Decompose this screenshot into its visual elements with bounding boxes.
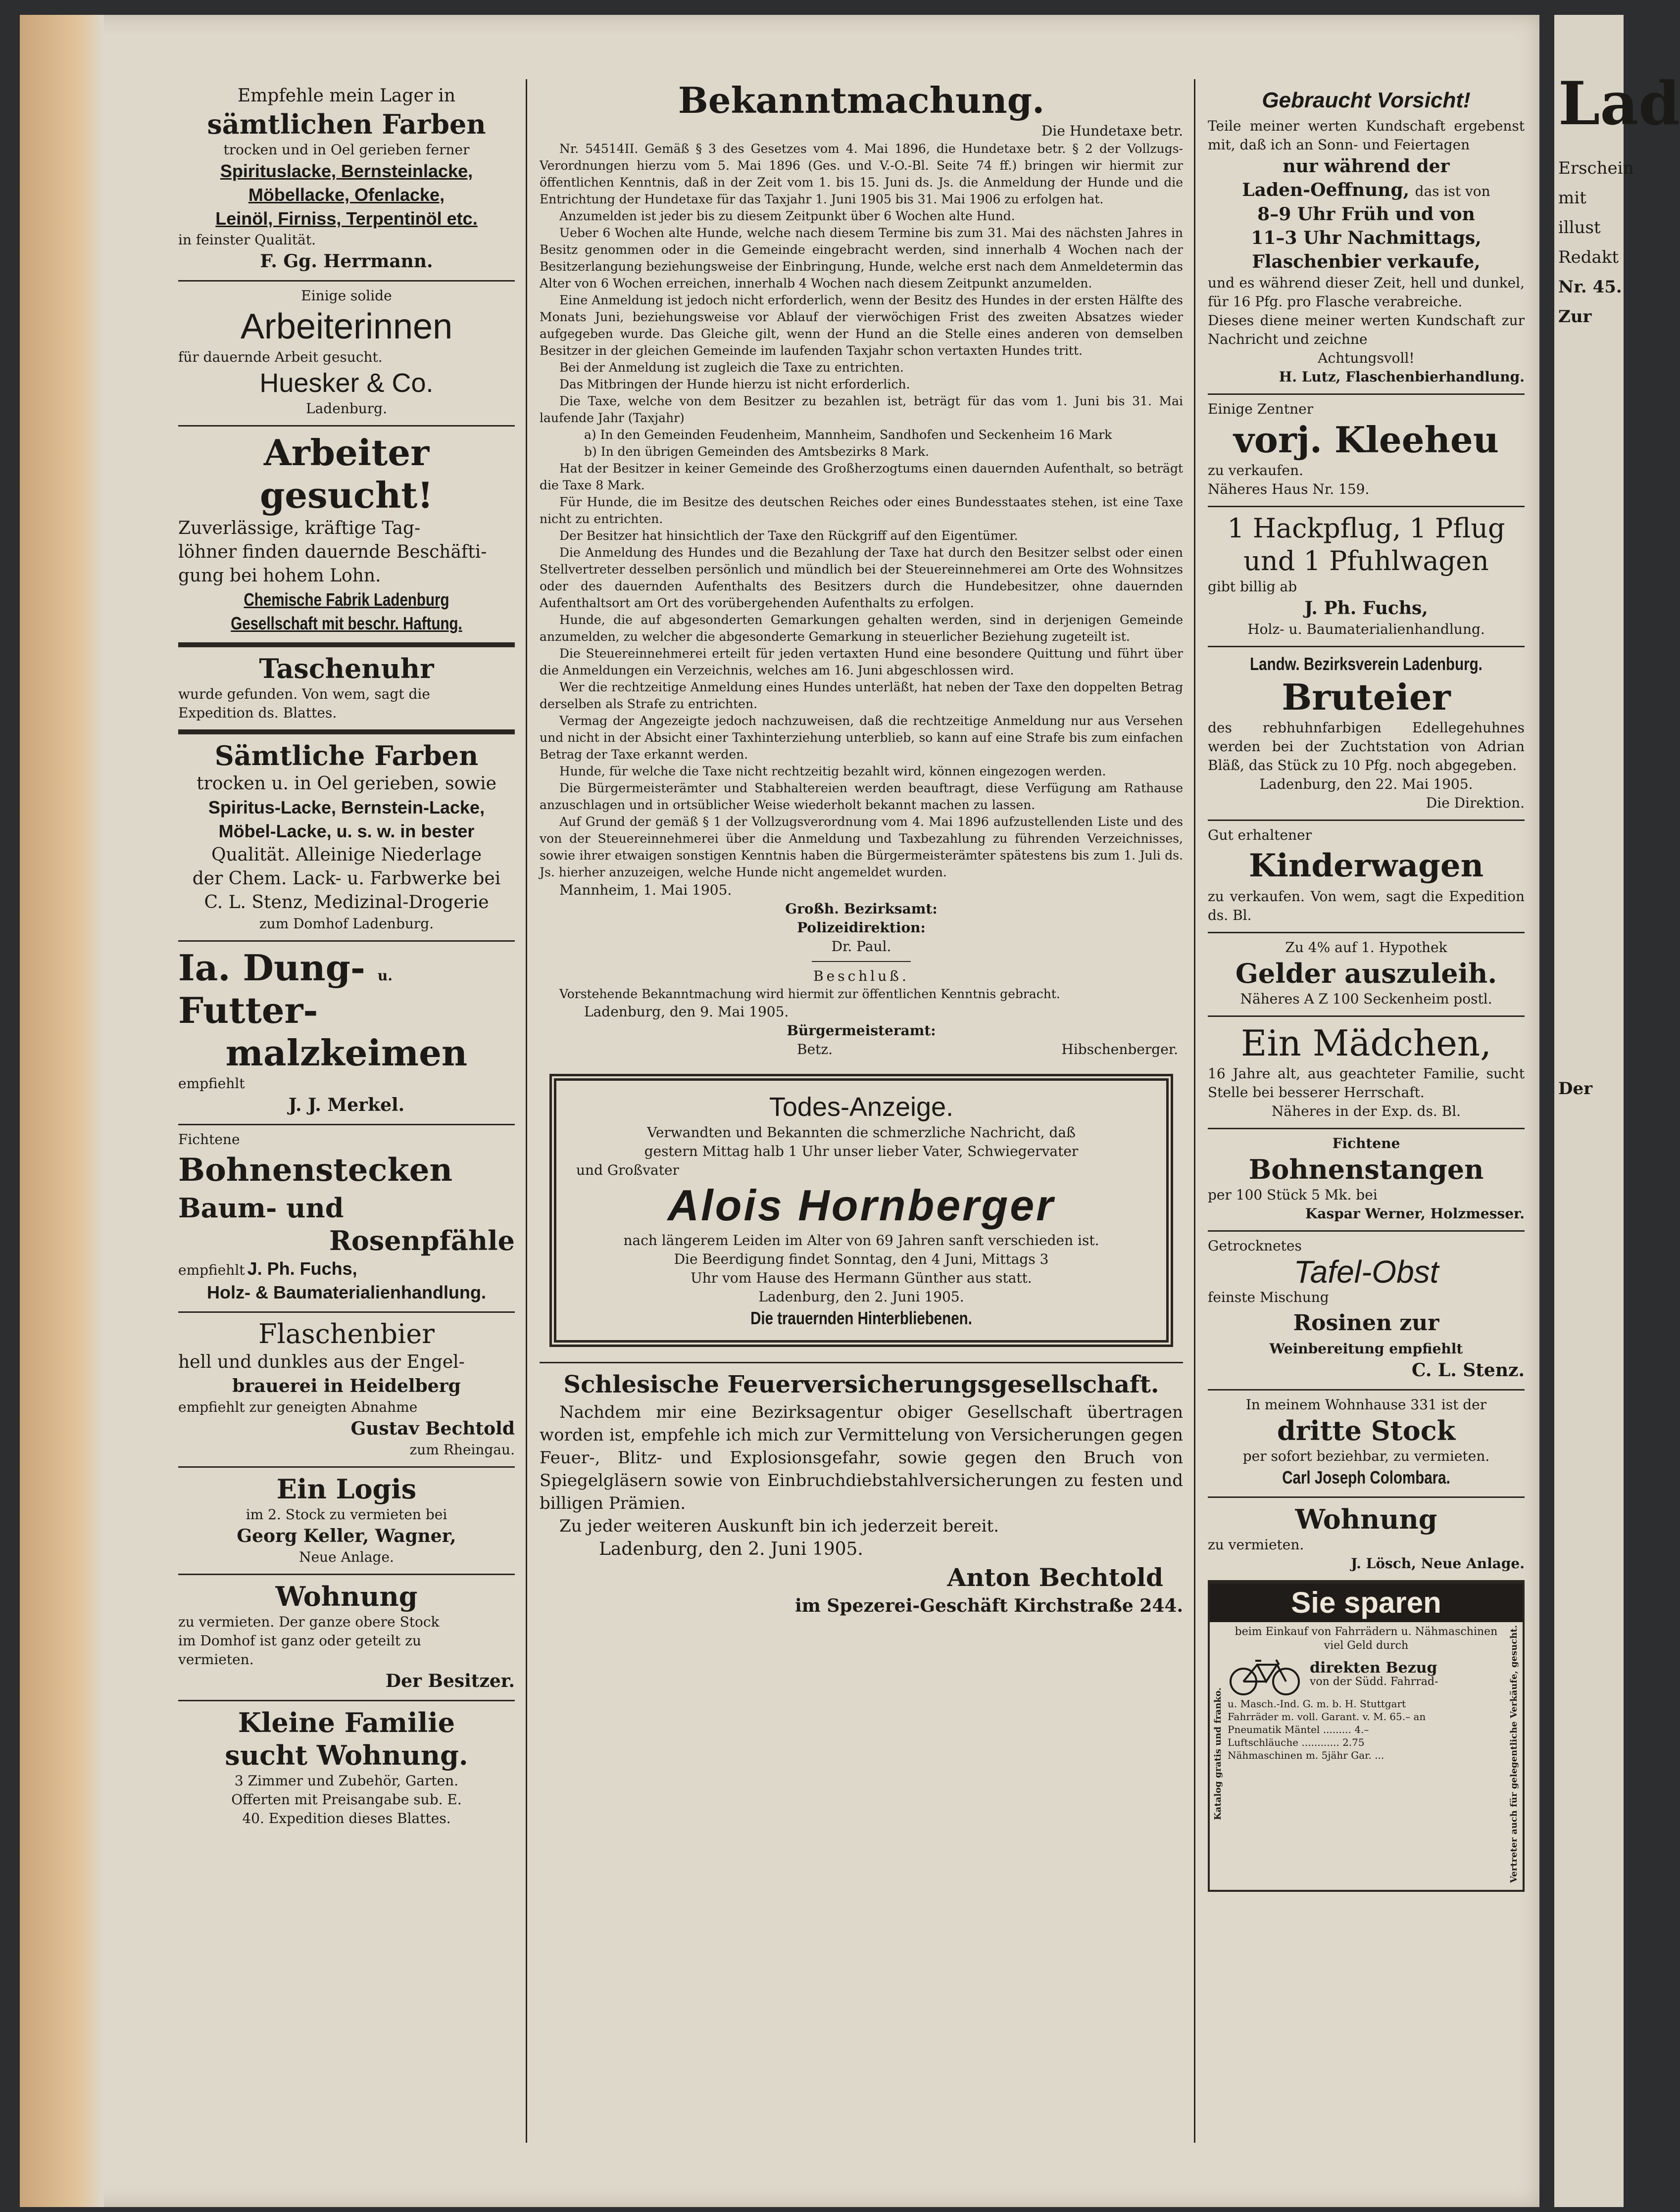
ad-kleine-familie: Kleine Familie sucht Wohnung. 3 Zimmer und Zubehör, Garten. Offerten mit Preisangabe sub. E. 40. Expedition dieses Blattes. (225, 1707, 468, 1827)
ad-gelder: Zu 4% auf 1. Hypothek Gelder auszuleih. Näheres A Z 100 Seckenheim postl. (1208, 933, 1525, 1017)
ad-kinderwagen: Gut erhaltener Kinderwagen zu verkaufen. Von wem, sagt die Expedition ds. Bl. (1208, 821, 1525, 933)
ad-bruteier: Landw. Bezirksverein Ladenburg. Bruteier des rebhuhnfarbigen Edellegehuhnes werden bei der Zuchtstation von Adrian Bläß, das Stück zu 10 Pfg. noch abgegeben. Ladenburg, den 22. Mai 1905. Die Direktion. (1208, 647, 1525, 821)
ad-lutz-flaschenbier: Gebraucht Vorsicht! Teile meiner werten Kundschaft ergebenst mit, daß ich an Sonn- und Feiertagen nur während der Laden-Oeffnung, das ist von 8–9 Uhr Früh und von 11–3 Uhr Nachmittags, Flaschenbier verkaufe, und es während dieser Zeit, hell und dunkel, für 16 Pfg. pro Flasche verabreiche. Dieses diene meiner werten Kundschaft zur Nachricht und zeichne Achtungsvoll! H. Lutz, Flaschenbierhandlung. (1208, 79, 1525, 395)
todes-anzeige: Todes-Anzeige. Verwandten und Bekannten die schmerzliche Nachricht, daß gestern Mittag halb 1 Uhr unser lieber Vater, Schwiegervater und Großvater Alois Hornberger nach längerem Leiden im Alter von 69 Jahren sanft verschieden ist. Die Beerdigung findet Sonntag, den 4 Juni, Mittags 3 Uhr vom Hause des Hermann Günther aus statt. Ladenburg, den 2. Juni 1905. Die trauernden Hinterbliebenen. (549, 1074, 1173, 1347)
ad-flaschenbier: Flaschenbier hell und dunkles aus der Engel- brauerei in Heidelberg empfiehlt zur geneigten Abnahme Gustav Bechtold zum Rheingau. (178, 1313, 515, 1468)
ad-wohnung-domhof: Wohnung zu vermieten. Der ganze obere Stock im Domhof ist ganz oder geteilt zu vermieten. Der Besitzer. (178, 1575, 515, 1701)
column-rule (526, 79, 527, 2143)
ad-arbeiterinnen: Einige solide Arbeiterinnen für dauernde Arbeit gesucht. Huesker & Co. Ladenburg. (178, 282, 515, 427)
deceased-name: Alois Hornberger (667, 1181, 1055, 1230)
center-column (540, 79, 1183, 1618)
ad-kleeheu: Einige Zentner vorj. Kleeheu zu verkaufen. Näheres Haus Nr. 159. (1208, 395, 1525, 507)
right-column (1208, 79, 1525, 1892)
ad-dritter-stock: In meinem Wohnhause 331 ist der dritte Stock per sofort beziehbar, zu vermieten. Carl Joseph Colombara. (1208, 1391, 1525, 1498)
ad-schlesische: Schlesische Feuerversicherungsgesellschaft. Nachdem mir eine Bezirksagentur obiger Gesellschaft übertragen worden ist, empfehle ich mich zur Vermittelung von Versicherungen gegen Feuer-, Blitz- und Explosionsgefahr, sowie gegen den Bruch von Spiegelgläsern sowie von Einbruchdiebstahlversicherungen zu festen und billigen Prämien. Zu jeder weiteren Auskunft bin ich jederzeit bereit. Ladenburg, den 2. Juni 1905. Anton Bechtold im Spezerei-Geschäft Kirchstraße 244. (540, 1362, 1183, 1618)
ad-maedchen: Ein Mädchen, 16 Jahre alt, aus geachteter Familie, sucht Stelle bei besserer Herrschaft. Näheres in der Exp. ds. Bl. (1208, 1017, 1525, 1129)
ad-bohnenstangen: Fichtene Bohnenstangen per 100 Stück 5 Mk. bei Kaspar Werner, Holzmesser. (1208, 1129, 1525, 1232)
column-rule (1194, 79, 1195, 2143)
ad-arbeiter-gesucht: Arbeiter gesucht! Zuverlässige, kräftige Tag- löhner finden dauernde Beschäfti- gung bei hohem Lohn. Chemische Fabrik Ladenburg Gesellschaft mit beschr. Haftung. (178, 427, 515, 647)
ad-sie-sparen: Sie sparen Katalog gratis und franko. beim Einkauf von Fahrrädern u. Nähmaschinen viel Geld durch direkten Bezug von der Südd. Fahrrad- u. Masch.-Ind. G. m. b. H. Stuttgart Fahrräder m. voll. Garant. v. M. 65.– an Pneumatik Mäntel ......... 4.– Luftschläuche ............ 2.75 Nähmaschinen m. 5jähr Gar. ... Vertreter auch für gelegentliche Verkäufe, gesucht. (1208, 1582, 1525, 1892)
bekanntmachung: Bekanntmachung. Die Hundetaxe betr. Nr. 54514II. Gemäß § 3 des Gesetzes vom 4. Mai 1896, die Hundetaxe betr. § 2 der Vollzugs-Verordnungen hierzu vom 5. Mai 1896 (Ges. und V.-O.-Bl. Seite 74 ff.) bringen wir hiermit zur öffentlichen Kenntnis, daß in der Zeit vom 1. bis 15. Juni ds. Js. die Anmeldung der Hunde und die Entrichtung der Hundetaxe für das Taxjahr 1. Juni 1905 bis 31. Mai 1906 zu erfolgen hat. Anzumelden ist jeder bis zu diesem Zeitpunkt über 6 Wochen alte Hund. Ueber 6 Wochen alte Hunde, welche nach diesem Termine bis zum 31. Mai des nächsten Jahres in Besitz genommen oder in die Gemeinde eingebracht werden, sind innerhalb 4 Wochen nach der Besitzerlangung beziehungsweise der Einbringung, Hunde, welche erst nach dem Anmeldetermin das Alter von 6 Wochen erreichen, innerhalb 4 Wochen nach diesem Zeitpunkt anzumelden. Eine Anmeldung ist jedoch nicht erforderlich, wenn der Besitz des Hundes in der ersten Hälfte des Monats Juni, beziehungsweise vor Ablauf der vierwöchigen Frist des zweiten Absatzes wieder aufgegeben wurde. Das Gleiche gilt, wenn der Hund an die Stelle eines anderen von demselben Besitzer in der gleichen Gemeinde im laufenden Taxjahr schon vertaxten Hundes tritt. Bei der Anmeldung ist zugleich die Taxe zu entrichten. Das Mitbringen der Hunde hierzu ist nicht erforderlich. Die Taxe, welche von dem Besitzer zu bezahlen ist, beträgt für das vom 1. Juni bis 31. Mai laufende Jahr (Taxjahr) a) In den Gemeinden Feudenheim, Mannheim, Sandhofen und Seckenheim 16 Mark b) In den übrigen Gemeinden des Amtsbezirks 8 Mark. Hat der Besitzer in keiner Gemeinde des Großherzogtums einen dauernden Aufenthalt, so beträgt die Taxe 8 Mark. Für Hunde, die im Besitze des deutschen Reiches oder eines Bundesstaates stehen, ist eine Taxe nicht zu entrichten. Der Besitzer hat hinsichtlich der Taxe den Rückgriff auf den Eigentümer. Die Anmeldung des Hundes und die Bezahlung der Taxe hat durch den Besitzer selbst oder einen Stellvertreter desselben persönlich und mündlich bei der Steuereinnehmerei am Orte des Wohnsitzes oder des dauernden Aufenthalts des Besitzers durch die Hundebesitzer, ohne dauernden Aufenthaltsort am Ort des vorübergehenden Aufenthalts zu erfolgen. Hunde, die auf abgesonderten Gemarkungen gehalten werden, sind in derjenigen Gemeinde anzumelden, zu welcher die abgesonderte Gemarkung in steuerlicher Beziehung zugeteilt ist. Die Steuereinnehmerei erteilt für jeden vertaxten Hund eine besondere Quittung und führt über die Anmeldungen ein Verzeichnis, welches am 16. Juni abgeschlossen wird. Wer die rechtzeitige Anmeldung eines Hundes unterläßt, hat neben der Taxe den doppelten Betrag derselben als Strafe zu entrichten. Vermag der Angezeigte jedoch nachzuweisen, daß die rechtzeitige Anmeldung nur aus Versehen und nicht in der Absicht einer Taxhinterziehung unterblieb, so kann auf eine Strafe bis zum einfachen Betrag der Taxe erkannt werden. Hunde, für welche die Taxe nicht rechtzeitig bezahlt wird, können eingezogen werden. Die Bürgermeisterämter und Stabhaltereien werden beauftragt, diese Verfügung am Rathause anzuschlagen und in ortsüblicher Weise wiederholt bekannt machen zu lassen. Auf Grund der gemäß § 1 der Vollzugsverordnung vom 4. Mai 1896 aufzustellenden Liste und des von der Steuereinnehmerei über die Anmeldung und Taxbezahlung zu führenden Verzeichnisses, sowie ihrer etwaigen sonstigen Kenntnis haben die Bürgermeisterämter spätestens bis zum 1. Juli ds. Js. hierher anzuzeigen, welche Hunde nicht angemeldet wurden. Mannheim, 1. Mai 1905. Großh. Bezirksamt: Polizeidirektion: Dr. Paul. Beschluß. Vorstehende Bekanntmachung wird hiermit zur öffentlichen Kenntnis gebracht. Ladenburg, den 9. Mai 1905. Bürgermeisteramt: Betz. Hibschenberger. (540, 79, 1183, 1058)
left-column (178, 79, 515, 1835)
ad-malzkeimen: Ia. Dung- u. Futter- malzkeimen empfiehlt J. J. Merkel. (178, 942, 515, 1125)
ad-hackpflug: 1 Hackpflug, 1 Pflug und 1 Pfuhlwagen gibt billig ab J. Ph. Fuchs, Holz- u. Baumaterialienhandlung. (1208, 507, 1525, 647)
ad-logis: Ein Logis im 2. Stock zu vermieten bei Georg Keller, Wagner, Neue Anlage. (178, 1468, 515, 1575)
ad-herrmann-farben: Empfehle mein Lager in sämtlichen Farben trocken und in Oel gerieben ferner Spirituslacke, Bernsteinlacke, Möbellacke, Ofenlacke, Leinöl, Firniss, Terpentinöl etc. in feinster Qualität. F. Gg. Herrmann. (178, 79, 515, 282)
ad-stenz-farben: Sämtliche Farben trocken u. in Oel gerieben, sowie Spiritus-Lacke, Bernstein-Lacke, Möbel-Lacke, u. s. w. in bester Qualität. Alleinige Niederlage der Chem. Lack- u. Farbwerke bei C. L. Stenz, Medizinal-Drogerie zum Domhof Ladenburg. (178, 734, 515, 942)
divider (812, 961, 911, 962)
ad-tafelobst: Getrocknetes Tafel-Obst feinste Mischung Rosinen zur Weinbereitung empfiehlt C. L. Stenz. (1208, 1232, 1525, 1391)
next-page-edge: Lad Erschein mit illust Redakt Nr. 45. Zur Der (1554, 15, 1624, 2207)
ad-taschenuhr: Taschenuhr wurde gefunden. Von wem, sagt die Expedition ds. Blattes. (178, 647, 515, 734)
bicycle-icon (1228, 1653, 1302, 1697)
page-edge (20, 15, 104, 2207)
ad-bohnenstecken: Fichtene Bohnenstecken Baum- und Rosenpfähle empfiehlt J. Ph. Fuchs, Holz- & Baumaterialienhandlung. (178, 1125, 515, 1313)
ad-wohnung-loesch: Wohnung zu vermieten. J. Lösch, Neue Anlage. (1208, 1498, 1525, 1582)
bekanntmachung-title: Bekanntmachung. (678, 79, 1045, 121)
